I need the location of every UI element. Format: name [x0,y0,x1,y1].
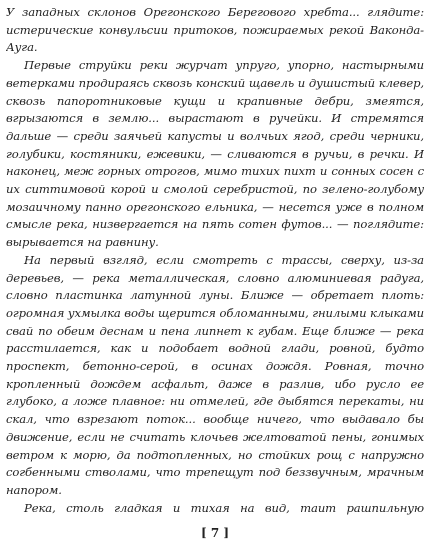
paragraph-2: Первые струйки реки журчат упруго, упорно, настырными ветерками продираясь сквозь конский щавель и душистый клевер, сквозь папоротниковые кущи и крапивные дебри, змеятся, вгрызаются в землю... вырастают в ручейки. И стремятся дальше — среди заячьей капусты и волчьих ягод, среди черники, голубики, костяники, ежевики, — сливаются в ручьи, в речки. И наконец, меж горных отрогов, мимо тихих пихт и сонных сосен с их ситтимовой корой и смолой серебристой, по зелено-голубому мозаичному панно орегонского ельника, — несется уже в полном смысле река, низвергается на пять сотен футов... — поглядите: вырывается на равнину. [6,58,424,250]
book-page [6,4,424,516]
paragraph-3: На первый взгляд, если смотреть с трассы, сверху, из-за деревьев, — река металлическая, словно алюминиевая радуга, словно пластинка латунной луны. Ближе — обретает плоть: огромная ухмылка воды щерится обломанными, гнилыми клыками свай по обеим деснам и пена липнет к губам. Еще ближе — река расстилается, как и подобает водной глади, ровной, будто проспект, бетонно-серой, в осинах дождя. Ровная, точно кропленный дождем асфальт, даже в разлив, ибо русло ее глубоко, а ложе плавное: ни отмелей, где дыбятся перекаты, ни скал, что взрезают поток... вообще ничего, что выдавало бы движение, если не считать клочьев желтоватой пены, гонимых ветром к морю, да подтопленных, но стойких рощ с напружно согбенными стволами, что трепещут под беззвучным, мрачным напором. [6,252,424,497]
page-number: [ 7 ] [200,526,230,540]
paragraph-1: У западных склонов Орегонского Берегового хребта... глядите: истерические конвульсии притоков, пожираемых рекой Ваконда-Ауга. [6,5,424,55]
paragraph-4: Река, столь гладкая и тихая на вид, таит рашпильную [24,500,424,515]
